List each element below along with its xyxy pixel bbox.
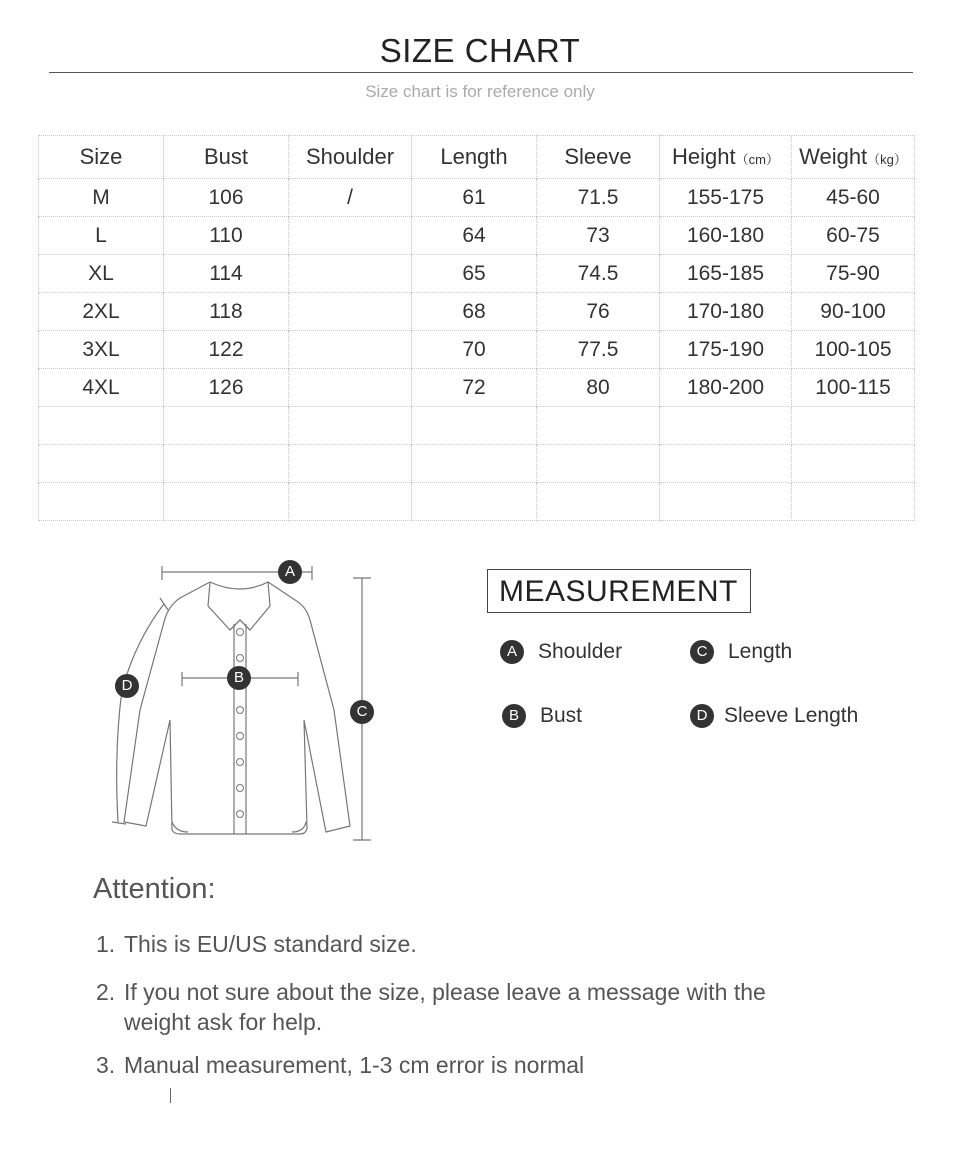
note-item <box>96 1050 584 1080</box>
table-row-empty <box>39 445 915 483</box>
marker-b-icon: B <box>502 704 526 728</box>
legend-label: Shoulder <box>538 640 623 663</box>
marker-d-icon: D <box>690 704 714 728</box>
table-cell: 2XL <box>39 293 164 331</box>
table-cell <box>289 217 412 255</box>
table-cell: L <box>39 217 164 255</box>
table-cell: XL <box>39 255 164 293</box>
legend-label: Length <box>728 640 793 663</box>
table-cell: 180-200 <box>660 369 792 407</box>
legend-shoulder <box>500 640 622 664</box>
table-cell <box>412 483 537 521</box>
table-cell <box>289 369 412 407</box>
table-cell <box>412 407 537 445</box>
note-text-continued: weight ask for help. <box>124 1009 323 1035</box>
table-row-empty <box>39 483 915 521</box>
table-cell: 118 <box>164 293 289 331</box>
table-cell <box>289 445 412 483</box>
shirt-diagram <box>100 560 390 850</box>
table-cell <box>164 407 289 445</box>
table-header-row <box>39 136 915 179</box>
note-number: 2. <box>96 979 116 1005</box>
marker-c-icon: C <box>350 700 374 724</box>
table-cell: 76 <box>537 293 660 331</box>
col-header-weight: Weight（kg） <box>792 136 915 179</box>
note-item <box>96 977 766 1037</box>
table-cell <box>412 445 537 483</box>
table-cell: 60-75 <box>792 217 915 255</box>
note-text: Manual measurement, 1-3 cm error is normal <box>124 1052 585 1078</box>
col-header-size: Size <box>39 136 164 179</box>
table-cell <box>39 483 164 521</box>
table-cell <box>164 483 289 521</box>
col-header-height: Height（cm） <box>660 136 792 179</box>
table-row <box>39 293 915 331</box>
table-cell <box>289 407 412 445</box>
table-cell <box>660 483 792 521</box>
table-row <box>39 179 915 217</box>
marker-c-icon: C <box>690 640 714 664</box>
size-table <box>38 135 915 521</box>
table-cell <box>39 445 164 483</box>
table-cell <box>792 445 915 483</box>
table-cell: 70 <box>412 331 537 369</box>
legend-label: Sleeve Length <box>724 704 859 727</box>
note-item <box>96 929 417 959</box>
table-cell: 175-190 <box>660 331 792 369</box>
table-cell: 71.5 <box>537 179 660 217</box>
table-cell: 61 <box>412 179 537 217</box>
table-cell: 74.5 <box>537 255 660 293</box>
table-cell <box>792 407 915 445</box>
attention-heading: Attention: <box>93 873 216 905</box>
table-cell <box>537 445 660 483</box>
table-cell: 170-180 <box>660 293 792 331</box>
table-cell: 110 <box>164 217 289 255</box>
note-number: 1. <box>96 931 116 957</box>
table-cell <box>164 445 289 483</box>
table-cell: 100-105 <box>792 331 915 369</box>
marker-b-icon: B <box>227 666 251 690</box>
table-cell <box>792 483 915 521</box>
table-cell: 100-115 <box>792 369 915 407</box>
col-header-length: Length <box>412 136 537 179</box>
table-cell: 80 <box>537 369 660 407</box>
legend-length <box>690 640 792 664</box>
table-cell: 3XL <box>39 331 164 369</box>
table-cell: 75-90 <box>792 255 915 293</box>
table-cell <box>39 407 164 445</box>
note-text: This is EU/US standard size. <box>124 931 417 957</box>
table-cell: 126 <box>164 369 289 407</box>
table-cell <box>537 407 660 445</box>
table-cell: / <box>289 179 412 217</box>
table-cell: 72 <box>412 369 537 407</box>
legend-label: Bust <box>540 704 583 727</box>
marker-a-icon: A <box>500 640 524 664</box>
table-cell <box>289 293 412 331</box>
table-row-empty <box>39 407 915 445</box>
note-text: If you not sure about the size, please leave a message with the <box>124 979 766 1005</box>
table-cell: 68 <box>412 293 537 331</box>
table-cell: 65 <box>412 255 537 293</box>
marker-d-icon: D <box>115 674 139 698</box>
table-cell: 4XL <box>39 369 164 407</box>
legend-bust <box>502 704 582 728</box>
table-cell: 160-180 <box>660 217 792 255</box>
table-cell: M <box>39 179 164 217</box>
table-row <box>39 217 915 255</box>
table-cell: 45-60 <box>792 179 915 217</box>
text-cursor-mark <box>170 1088 171 1103</box>
page-subtitle: Size chart is for reference only <box>365 82 595 101</box>
table-cell: 114 <box>164 255 289 293</box>
marker-a-icon: A <box>278 560 302 584</box>
note-number: 3. <box>96 1052 116 1078</box>
title-divider <box>49 72 913 73</box>
table-cell: 122 <box>164 331 289 369</box>
table-cell: 90-100 <box>792 293 915 331</box>
table-cell: 106 <box>164 179 289 217</box>
table-cell: 73 <box>537 217 660 255</box>
table-row <box>39 255 915 293</box>
page-title: SIZE CHART <box>379 32 581 69</box>
table-cell: 64 <box>412 217 537 255</box>
col-header-sleeve: Sleeve <box>537 136 660 179</box>
table-cell <box>289 483 412 521</box>
col-header-shoulder: Shoulder <box>289 136 412 179</box>
table-cell <box>289 255 412 293</box>
table-cell: 77.5 <box>537 331 660 369</box>
measurement-title: MEASUREMENT <box>487 569 751 613</box>
table-cell <box>537 483 660 521</box>
legend-sleeve-length <box>690 704 858 728</box>
table-cell: 165-185 <box>660 255 792 293</box>
table-cell <box>660 445 792 483</box>
col-header-bust: Bust <box>164 136 289 179</box>
table-row <box>39 369 915 407</box>
table-cell <box>660 407 792 445</box>
table-row <box>39 331 915 369</box>
table-cell: 155-175 <box>660 179 792 217</box>
table-cell <box>289 331 412 369</box>
